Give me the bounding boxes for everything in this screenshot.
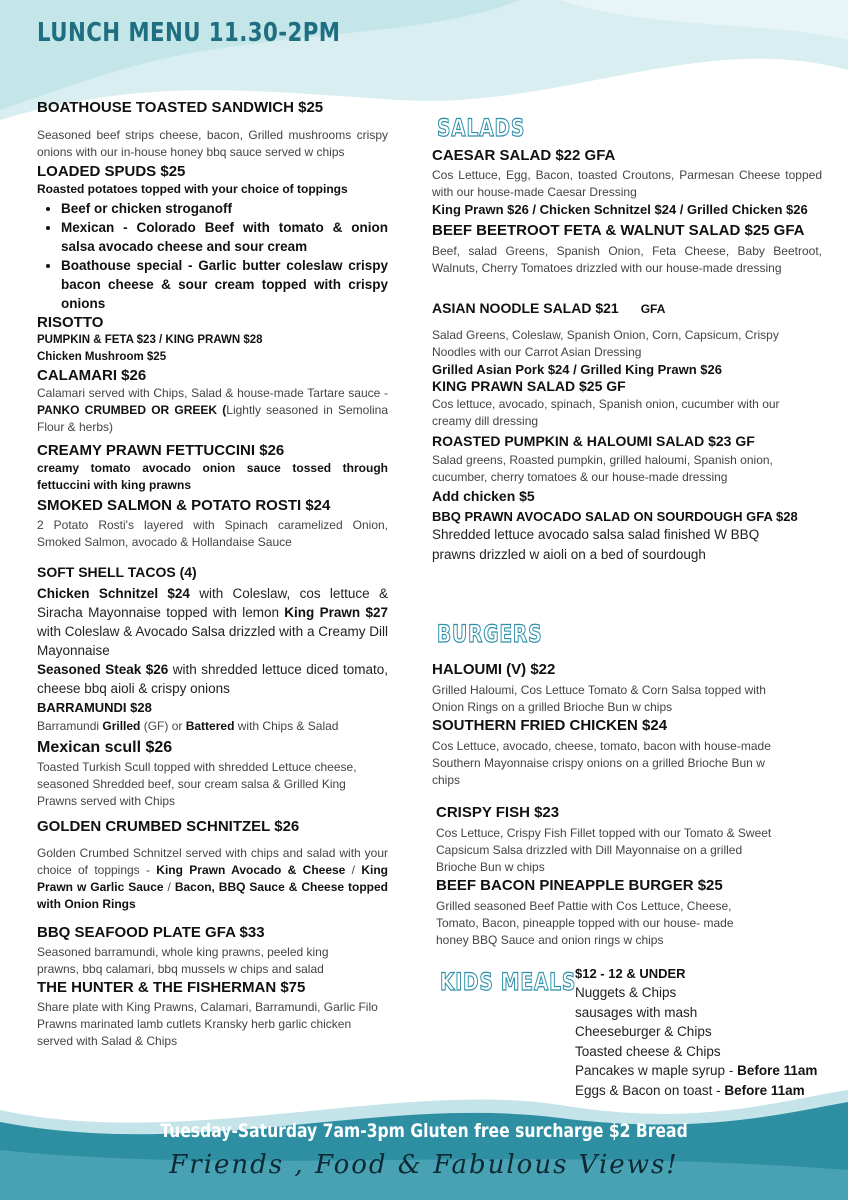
list-item: • Boathouse special - Garlic butter coleslaw crispy bacon cheese & sour cream topped with crispy onions	[61, 256, 388, 313]
item-description: Salad greens, Roasted pumpkin, grilled haloumi, Spanish onion, cucumber, cherry tomatoes & our house-made dressing	[432, 453, 773, 484]
burgers-section	[432, 660, 792, 949]
item-heading: SOUTHERN FRIED CHICKEN $24	[432, 717, 668, 734]
item-heading: SMOKED SALMON & POTATO ROSTI $24	[37, 497, 331, 514]
item-heading: BBQ SEAFOOD PLATE GFA $33	[37, 924, 265, 941]
item-heading: ROASTED PUMPKIN & HALOUMI SALAD $23 GF	[432, 433, 755, 449]
item-description: Cos lettuce, avocado, spinach, Spanish onion, cucumber with our creamy dill dressing	[432, 397, 780, 428]
left-column	[37, 98, 388, 1050]
item-description: Shredded lettuce avocado salsa salad finished W BBQ prawns drizzled w aioli on a bed of sourdough	[432, 527, 760, 562]
item-description: Golden Crumbed Schnitzel served with chips and salad with your choice of toppings - King Prawn Avocado & Cheese / King Prawn w Garlic Sauce / Bacon, BBQ Sauce & Cheese topped with Onion Rings	[37, 846, 388, 911]
item-description: Grilled seasoned Beef Pattie with Cos Lettuce, Cheese, Tomato, Bacon, pineapple topped with our house- made honey BBQ Sauce and onion rings w chips	[436, 899, 734, 947]
list-item: sausages with mash	[575, 1004, 698, 1020]
toppings-list	[37, 199, 388, 313]
opening-hours: Tuesday-Saturday 7am-3pm Gluten free surcharge $2 Bread	[160, 1120, 688, 1142]
item-heading: SOFT SHELL TACOS (4)	[37, 564, 197, 580]
item-heading: LOADED SPUDS $25	[37, 163, 186, 180]
item-description: 2 Potato Rosti's layered with Spinach caramelized Onion, Smoked Salmon, avocado & Hollandaise Sauce	[37, 518, 388, 549]
item-heading: CRISPY FISH $23	[436, 804, 560, 821]
list-item: Pancakes w maple syrup - Before 11am	[575, 1063, 818, 1078]
kids-section	[575, 965, 845, 1100]
item-heading: CREAMY PRAWN FETTUCCINI $26	[37, 442, 285, 459]
item-description: Seasoned beef strips cheese, bacon, Grilled mushrooms crispy onions with our in-house honey bbq sauce served w chips	[37, 128, 388, 159]
item-description: Seasoned Steak $26 with shredded lettuce diced tomato, cheese bbq aioli & crispy onions	[37, 662, 388, 696]
item-addon: Add chicken $5	[432, 488, 535, 504]
salads-section	[432, 146, 822, 564]
item-line: Chicken Mushroom $25	[37, 351, 167, 363]
item-description: Cos Lettuce, Egg, Bacon, toasted Croutons, Parmesan Cheese topped with our house-made Caesar Dressing	[432, 168, 822, 199]
item-heading: RISOTTO	[37, 314, 104, 331]
item-heading: CAESAR SALAD $22 GFA	[432, 147, 616, 164]
item-description: Calamari served with Chips, Salad & house-made Tartare sauce - PANKO CRUMBED OR GREEK (Lightly seasoned in Semolina Flour & herbs)	[37, 386, 388, 434]
item-description: Share plate with King Prawns, Calamari, Barramundi, Garlic Filo Prawns marinated lamb cutlets Kransky herb garlic chicken served with Salad & Chips	[37, 1000, 378, 1048]
item-heading: BEEF BACON PINEAPPLE BURGER $25	[436, 877, 723, 894]
menu-title: LUNCH MENU 11.30-2PM	[37, 18, 341, 48]
item-subheading: Roasted potatoes topped with your choice of toppings	[37, 182, 348, 196]
item-addons: Grilled Asian Pork $24 / Grilled King Prawn $26	[432, 362, 722, 377]
list-item: • Mexican - Colorado Beef with tomato & onion salsa avocado cheese and sour cream	[61, 218, 388, 256]
item-description: Toasted Turkish Scull topped with shredded Lettuce cheese, seasoned Shredded beef, sour cream salsa & Grilled King Prawns served with Chips	[37, 760, 357, 808]
item-heading: BOATHOUSE TOASTED SANDWICH $25	[37, 99, 324, 116]
item-description: Chicken Schnitzel $24 with Coleslaw, cos lettuce & Siracha Mayonnaise topped with lemon King Prawn $27 with Coleslaw & Avocado Salsa drizzled with a Creamy Dill Mayonnaise	[37, 586, 388, 658]
item-description: Seasoned barramundi, whole king prawns, peeled king prawns, bbq calamari, bbq mussels w chips and salad	[37, 945, 329, 976]
item-heading: HALOUMI (V) $22	[432, 661, 556, 678]
item-line: PUMPKIN & FETA $23 / KING PRAWN $28	[37, 334, 263, 346]
list-item: Nuggets & Chips	[575, 985, 677, 1000]
item-description: creamy tomato avocado onion sauce tossed through fettuccini with king prawns	[37, 461, 388, 492]
list-item: Cheeseburger & Chips	[575, 1024, 712, 1039]
item-description: Cos Lettuce, avocado, cheese, tomato, bacon with house-made Southern Mayonnaise crispy onions on a grilled Brioche Bun w chips	[432, 739, 771, 787]
kids-price: $12 - 12 & UNDER	[575, 966, 686, 981]
item-description: Grilled Haloumi, Cos Lettuce Tomato & Corn Salsa topped with Onion Rings on a grilled Brioche Bun w chips	[432, 683, 766, 714]
item-addons: King Prawn $26 / Chicken Schnitzel $24 / Grilled Chicken $26	[432, 202, 808, 217]
item-description: Cos Lettuce, Crispy Fish Fillet topped with our Tomato & Sweet Capsicum Salsa drizzled with Dill Mayonnaise on a grilled Brioche Bun w chips	[436, 826, 772, 874]
tagline: Friends , Food & Fabulous Views!	[169, 1150, 679, 1180]
salads-heading: SALADS	[437, 114, 526, 142]
item-description: Barramundi Grilled (GF) or Battered with Chips & Salad	[37, 719, 339, 733]
kids-heading: KIDS MEALS	[440, 968, 577, 996]
item-heading: GOLDEN CRUMBED SCHNITZEL $26	[37, 818, 300, 835]
footer-wave	[0, 1090, 848, 1200]
item-heading: KING PRAWN SALAD $25 GF	[432, 378, 626, 394]
item-heading: BEEF BEETROOT FETA & WALNUT SALAD $25 GFA	[432, 222, 805, 239]
item-description: Salad Greens, Coleslaw, Spanish Onion, Corn, Capsicum, Crispy Noodles with our Carrot Asian Dressing	[432, 328, 779, 359]
item-heading: CALAMARI $26	[37, 367, 147, 384]
item-heading: BARRAMUNDI $28	[37, 700, 152, 715]
list-item: • Beef or chicken stroganoff	[61, 199, 388, 218]
burgers-heading: BURGERS	[437, 620, 543, 648]
list-item: Eggs & Bacon on toast - Before 11am	[575, 1082, 805, 1098]
item-heading: Mexican scull $26	[37, 739, 173, 756]
item-heading: THE HUNTER & THE FISHERMAN $75	[37, 979, 306, 996]
item-description: Beef, salad Greens, Spanish Onion, Feta Cheese, Baby Beetroot, Walnuts, Cherry Tomatoes drizzled with our house-made dressing	[432, 244, 822, 275]
item-heading: BBQ PRAWN AVOCADO SALAD ON SOURDOUGH GFA $28	[432, 509, 798, 524]
list-item: Toasted cheese & Chips	[575, 1043, 721, 1059]
item-heading: ASIAN NOODLE SALAD $21 GFA	[432, 300, 666, 316]
